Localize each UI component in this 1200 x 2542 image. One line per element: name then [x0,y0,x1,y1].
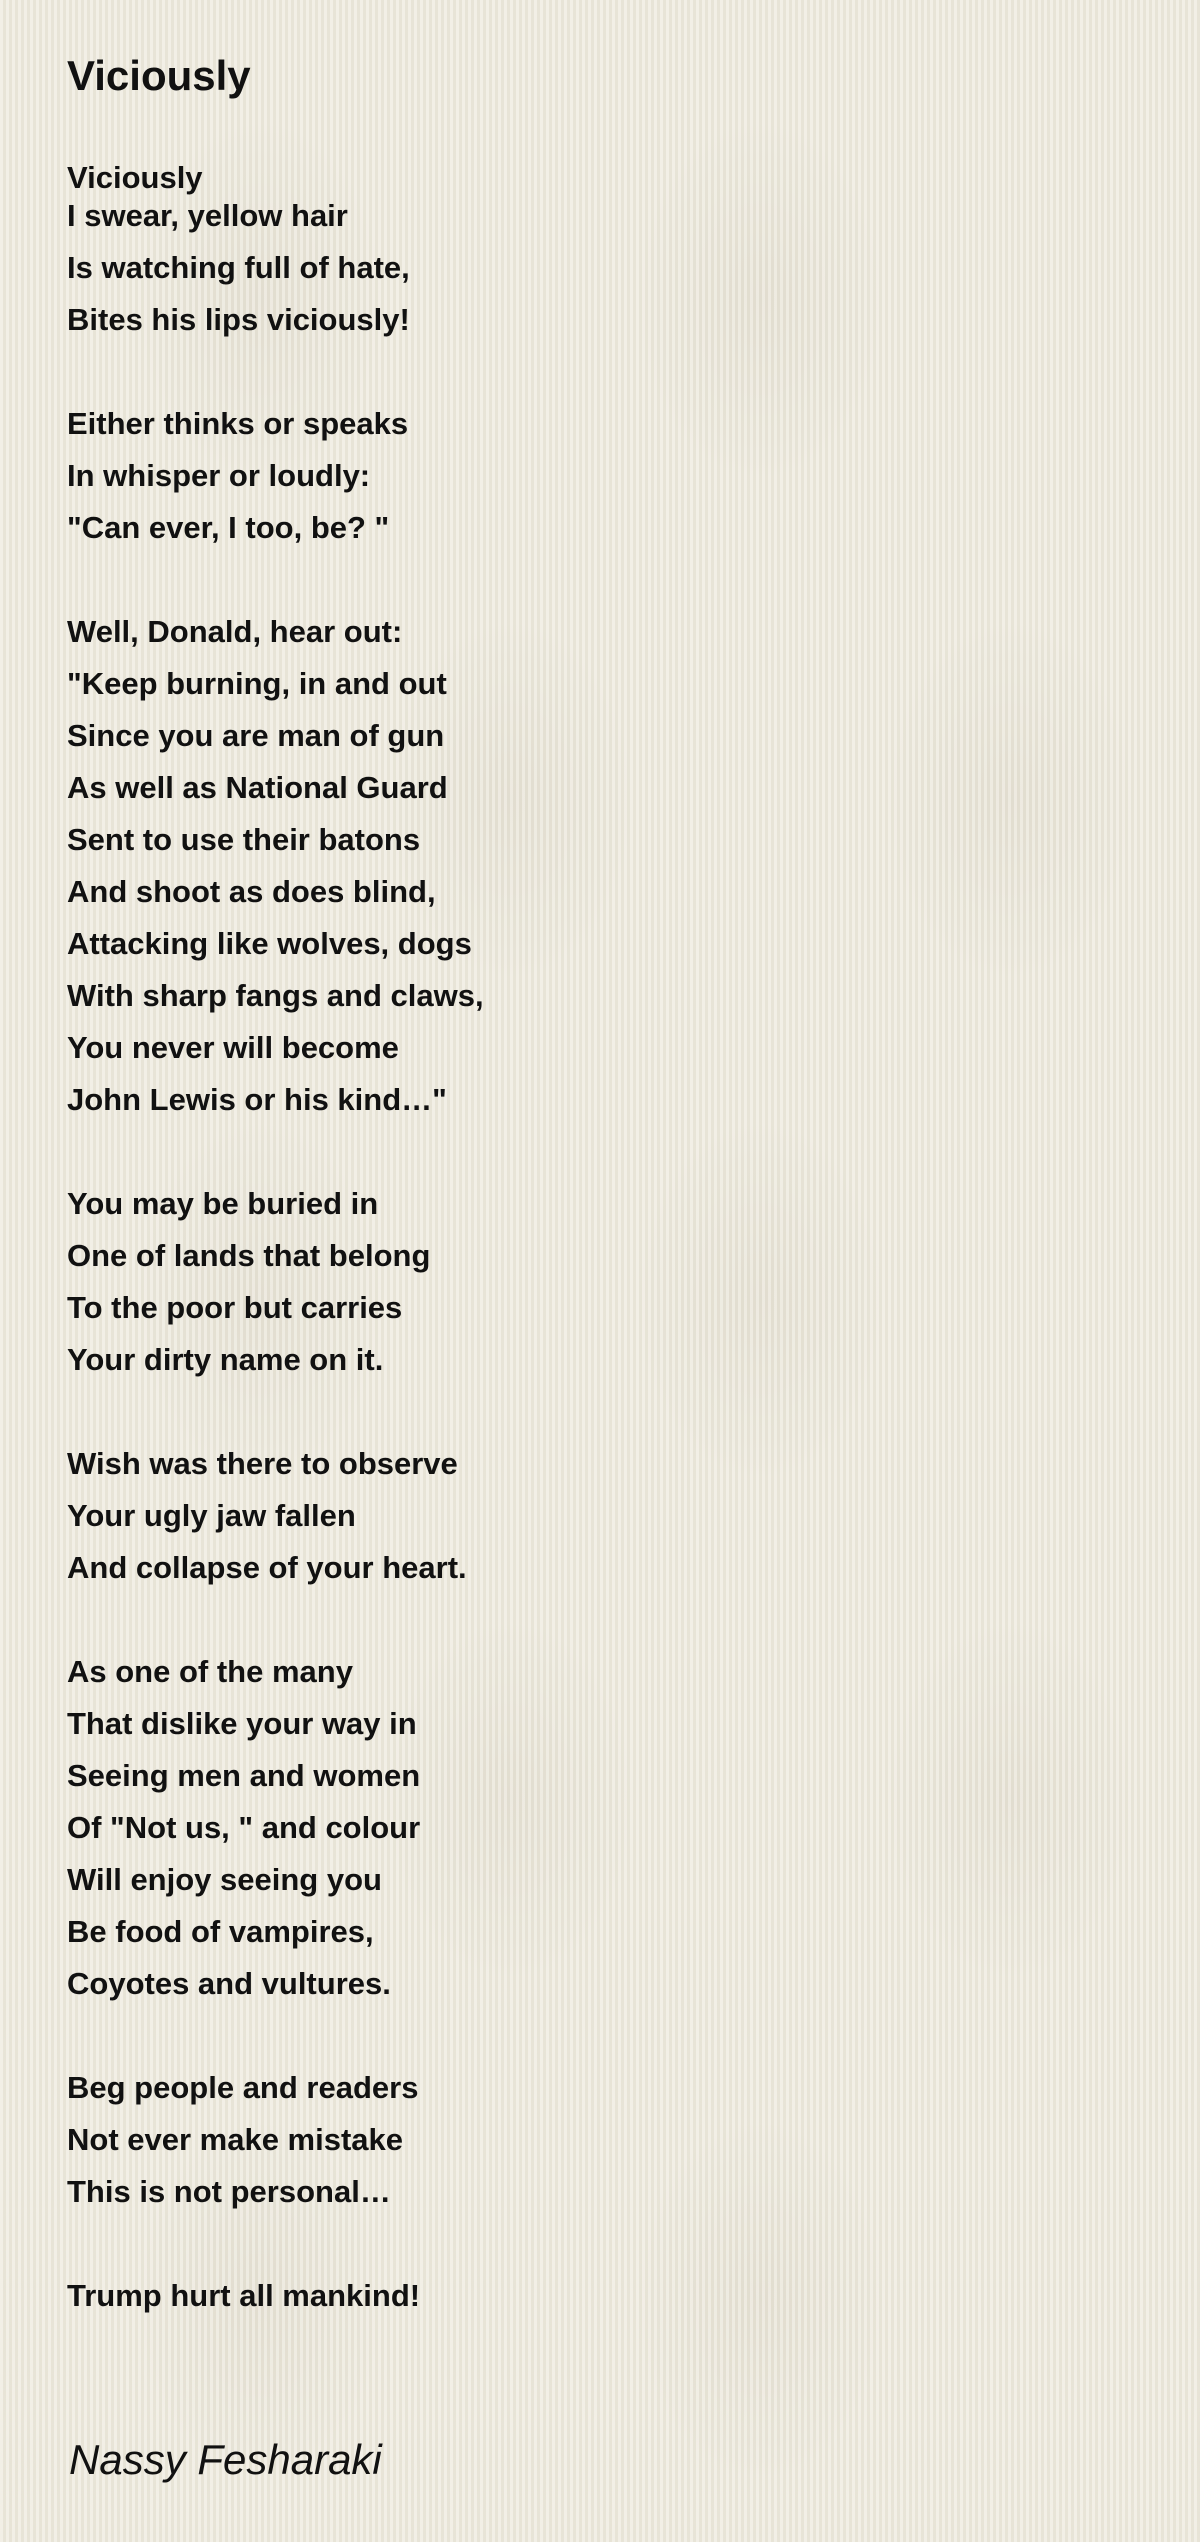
poem-line: To the poor but carries [67,1290,403,1325]
poem-line: In whisper or loudly: [67,458,371,493]
poem-line: John Lewis or his kind…" [67,1082,447,1117]
poem-subtitle: Viciously [67,160,203,195]
poem-line: Be food of vampires, [67,1914,374,1949]
poem-line: Of "Not us, " and colour [67,1810,421,1845]
poem-line: "Can ever, I too, be? " [67,510,390,545]
poem-line: You never will become [67,1030,399,1065]
poem-title: Viciously [67,52,251,99]
poem-line: You may be buried in [67,1186,379,1221]
poem-line: Either thinks or speaks [67,406,409,441]
poem-line: Your dirty name on it. [67,1342,384,1377]
poem-line: With sharp fangs and claws, [67,978,484,1013]
poem-line: As well as National Guard [67,770,448,805]
poem-line: Since you are man of gun [67,718,445,753]
poem-line: Will enjoy seeing you [67,1862,382,1897]
poem-stanza [67,2270,1127,2322]
poem-line: Well, Donald, hear out: [67,614,403,649]
poem-stanza [67,606,1127,1126]
poem-stanza [67,190,1127,346]
poem-body [67,190,1127,2322]
poem-line: "Keep burning, in and out [67,666,447,701]
poem-line: Beg people and readers [67,2070,419,2105]
poem-stanza [67,1438,1127,1594]
poem-line: And shoot as does blind, [67,874,436,909]
poem-line: And collapse of your heart. [67,1550,467,1585]
poem-line: Is watching full of hate, [67,250,410,285]
poem-line: Sent to use their batons [67,822,421,857]
poem-line: That dislike your way in [67,1706,417,1741]
poem-page [67,46,1127,2374]
poem-line: Trump hurt all mankind! [67,2278,421,2313]
poem-line: Wish was there to observe [67,1446,458,1481]
poem-line: Bites his lips viciously! [67,302,410,337]
poem-stanza [67,2062,1127,2218]
poem-line: Attacking like wolves, dogs [67,926,472,961]
poem-line: Your ugly jaw fallen [67,1498,356,1533]
poem-stanza [67,1178,1127,1386]
poem-line: As one of the many [67,1654,353,1689]
poem-stanza [67,1646,1127,2010]
poem-author: Nassy Fesharaki [69,2436,382,2483]
poem-line: Not ever make mistake [67,2122,404,2157]
poem-line: Seeing men and women [67,1758,421,1793]
poem-line: I swear, yellow hair [67,198,348,233]
poem-line: This is not personal… [67,2174,391,2209]
poem-stanza [67,398,1127,554]
poem-line: Coyotes and vultures. [67,1966,391,2001]
poem-line: One of lands that belong [67,1238,431,1273]
